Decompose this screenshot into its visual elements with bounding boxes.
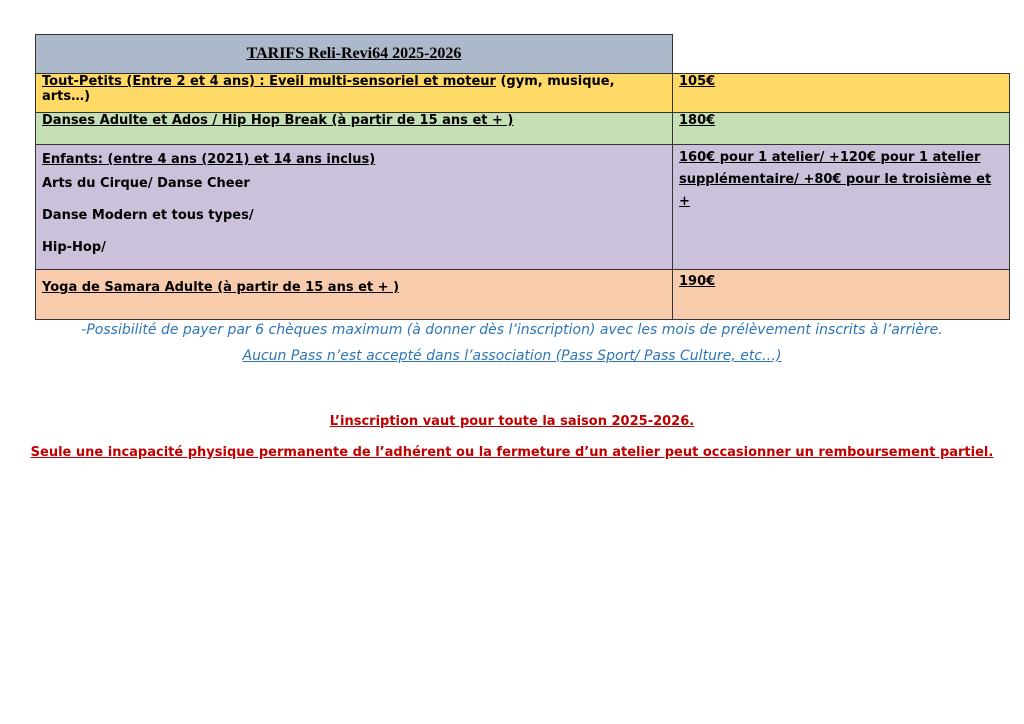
blank-header-cell [673,35,1010,74]
kids-activity: Arts du Cirque/ Danse Cheer [42,176,250,191]
activity-price: 160€ pour 1 atelier/ +120€ pour 1 atelier supplémentaire/ +80€ pour le troisième et + [673,145,1010,270]
pricing-table [35,34,1010,320]
activity-label: Yoga de Samara Adulte (à partir de 15 ans et + ) [36,270,673,320]
kids-activity: Danse Modern et tous types/ [42,208,254,223]
kids-heading: Enfants: (entre 4 ans (2021) et 14 ans inclus) [42,152,376,167]
table-row [36,113,1010,145]
activity-label [36,145,673,270]
season-warning: L’inscription vaut pour toute la saison 2025-2026. [329,414,695,429]
activity-price: 105€ [673,74,1010,113]
activity-price: 180€ [673,113,1010,145]
activity-price: 190€ [673,270,1010,320]
activity-label: Tout-Petits (Entre 2 et 4 ans) : Eveil multi-sensoriel et moteur (gym, musique, arts…) [36,74,673,113]
refund-warning: Seule une incapacité physique permanente de l’adhérent ou la fermeture d’un atelier peut occasionner un remboursement partiel. [30,445,994,460]
activity-label: Danses Adulte et Ados / Hip Hop Break (à partir de 15 ans et + ) [36,113,673,145]
table-row [36,270,1010,320]
kids-activity: Hip-Hop/ [42,240,106,255]
pass-note: Aucun Pass n’est accepté dans l’association (Pass Sport/ Pass Culture, etc…) [242,348,782,364]
payment-note: -Possibilité de payer par 6 chèques maximum (à donner dès l’inscription) avec les mois de prélèvement inscrits à l’arrière. [81,322,943,338]
table-row [36,74,1010,113]
table-row [36,145,1010,270]
table-title: TARIFS Reli-Revi64 2025-2026 [36,35,673,74]
